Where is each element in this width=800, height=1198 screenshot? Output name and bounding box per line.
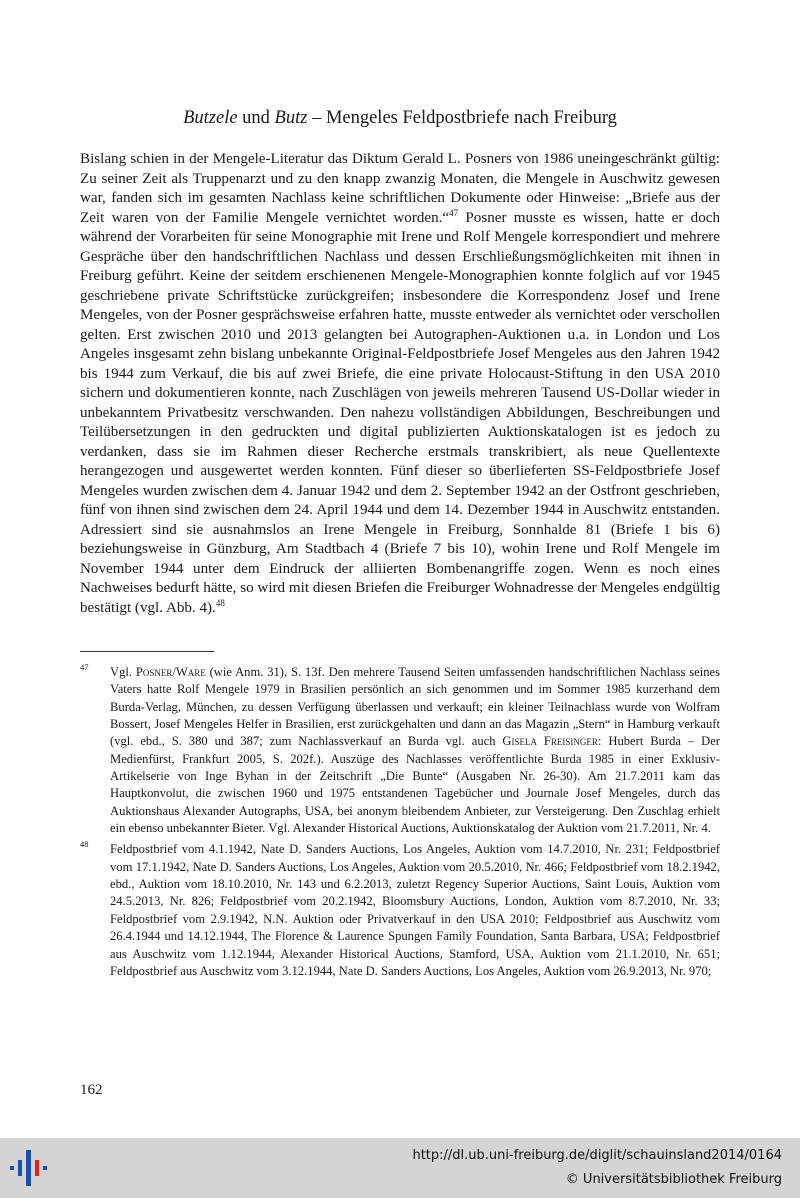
footnote-author: Gisela Freisinger bbox=[502, 734, 598, 749]
paragraph-text-1: Bislang schien in der Mengele-Literatur das Diktum Gerald L. Posners von 1986 uneingeschränkt gültig: Zu seiner Zeit als Truppenarzt und zu den knapp zwanzig Monaten, die Mengele in Auschwitz gewesen war, fanden sich im gesamten Nachlass keine schriftlichen Dokumente oder Hinweise: „Briefe aus der Zeit waren von der Familie Mengele vernichtet worden.“ bbox=[80, 151, 720, 226]
footnote-47 bbox=[80, 664, 720, 837]
page-title bbox=[80, 106, 720, 130]
footnote-text: : Hubert Burda – Der Medienfürst, Frankfurt 2005, S. 202f.). Auszüge des Nachlasses veröffentlichte Burda 1985 in einer Exklusiv-Artikelserie von Inge Byhan in der Zeitschrift „Die Bunte“ (Ausgaben Nr. 26-30). Am 21.7.2011 kam das Hauptkonvolut, die zwischen 1960 und 1975 entstandenen Tagebücher und Journale Josef Mengeles, durch das Auktionshaus Alexander Autographs, USA, bei anonym bleibendem Anbieter, zur Versteigerung. Den Zuschlag erhielt ein ebenso unbekannter Bieter. Vgl. Alexander Historical Auctions, Auktionskatalog der Auktion vom 21.7.2011, Nr. 4. bbox=[110, 734, 720, 836]
footnote-text: Feldpostbrief vom 4.1.1942, Nate D. Sanders Auctions, Los Angeles, Auktion vom 14.7.2010, Nr. 231; Feldpostbrief vom 17.1.1942, Nate D. Sanders Auctions, Los Angeles, Auktion vom 20.5.2010, Nr. 466; Feldpostbrief vom 18.2.1942, ebd., Auktion vom 18.10.2010, Nr. 143 und 6.2.2013, zuletzt Regency Superior Auctions, Saint Louis, Auktion vom 24.5.2013, Nr. 826; Feldpostbrief vom 20.2.1942, Bloomsbury Auctions, London, Auktion vom 8.7.2010, Nr. 33; Feldpostbrief vom 2.9.1942, N.N. Auktion oder Privatverkauf in den USA 2010; Feldpostbrief aus Auschwitz vom 26.4.1944 und 14.12.1944, The Florence & Laurence Spungen Family Foundation, Santa Barbara, USA; Feldpostbrief aus Auschwitz vom 1.12.1944, Alexander Historical Auctions, Stamford, USA, Auktion vom 21.1.2010, Nr. 651; Feldpostbrief aus Auschwitz vom 3.12.1944, Nate D. Sanders Auctions, Los Angeles, Auktion vom 26.9.2013, Nr. 970; bbox=[110, 842, 720, 978]
footnote-ref-48[interactable]: 48 bbox=[215, 597, 225, 608]
title-part1: Butzele bbox=[183, 108, 238, 128]
page-number: 162 bbox=[80, 1082, 103, 1098]
copyright-notice: © Universitätsbibliothek Freiburg bbox=[565, 1172, 782, 1187]
body-text bbox=[80, 150, 720, 618]
body-paragraph bbox=[80, 150, 720, 618]
footnote-ref-47[interactable]: 47 bbox=[449, 207, 459, 218]
footnote-text: Vgl. bbox=[110, 665, 136, 679]
footnote-number: 48 bbox=[80, 839, 89, 850]
title-part2: und bbox=[237, 108, 275, 128]
title-part4: – Mengeles Feldpostbriefe nach Freiburg bbox=[307, 108, 617, 128]
footnote-number: 47 bbox=[80, 662, 89, 672]
footnote-author: Posner/Ware bbox=[135, 665, 206, 679]
footnote-text: (wie Anm. 31), S. 13f. Den mehrere Tausend Seiten umfassenden handschriftlichen Nachlass seines Vaters hatte Rolf Mengele 1979 in Brasilien persönlich an sich genommen und im Sommer 1985 kurzerhand dem Burda-Verlag, München, zu dessen Verfügung überlassen und verkauft; ein kleiner Teilnachlass wurde von Wolfram Bossert, Josef Mengeles Helfer in Brasilien, erst zurückgehalten und dann an das Magazin „Stern“ in Hamburg verkauft (vgl. ebd., S. 380 und 387; zum Nachlassverkauf an Burda vgl. auch bbox=[110, 665, 721, 749]
footnotes bbox=[80, 664, 720, 984]
ub-freiburg-logo-icon[interactable] bbox=[10, 1148, 50, 1188]
document-url-link[interactable]: http://dl.ub.uni-freiburg.de/diglit/schauinsland2014/0164 bbox=[412, 1148, 782, 1163]
paragraph-text-2: Posner musste es wissen, hatte er doch während der Vorarbeiten für seine Monographie mit Irene und Rolf Mengele korrespondiert und mehrere Gespräche über den handschriftlichen Nachlass und dessen Erschließungsmöglichkeiten mit ihnen in Freiburg geführt. Keine der seitdem erschienenen Mengele-Monographien konnte folglich auf vor 1945 geschriebene private Schriftstücke zurückgreifen; insbesondere die Korrespondenz Josef und Irene Mengeles, von der Posner gesprächsweise erfahren hatte, musste entweder als vernichtet oder verschollen gelten. Erst zwischen 2010 und 2013 gelangten bei Autographen-Auktionen u.a. in London und Los Angeles insgesamt zehn bislang unbekannte Original-Feldpostbriefe Josef Mengeles aus den Jahren 1942 bis 1944 zum Verkauf, die bis auf zwei Briefe, die eine private Holocaust-Stiftung in den USA 2010 sichern und dokumentieren konnte, nach Zuschlägen von jeweils mehreren Tausend US-Dollar wieder in unbekanntem Privatbesitz verschwanden. Den nahezu vollständigen Abbildungen, Beschreibungen und Teilübersetzungen in den gedruckten und digital publizierten Auktionskatalogen ist es jedoch zu verdanken, dass sie im Rahmen dieser Recherche erstmals transkribiert, als neue Quellentexte herangezogen und ausgewertet werden konnten. Fünf dieser so überlieferten SS-Feldpostbriefe Josef Mengeles wurden zwischen dem 4. Januar 1942 und dem 2. September 1942 an der Ostfront geschrieben, fünf von ihnen sind zwischen dem 24. April 1944 und dem 14. Dezember 1944 in Auschwitz entstanden. Adressiert sind sie ausnahmslos an Irene Mengele in Freiburg, Sonnhalde 81 (Briefe 1 bis 6) beziehungsweise in Günzburg, Am Stadtbach 4 (Briefe 7 bis 10), wohin Irene und Rolf Mengele im November 1944 unter dem Eindruck der alliierten Bombenangriffe zogen. Wenn es noch eines Nachweises bedurft hätte, so wird mit diesen Briefen die Freiburger Wohnadresse der Mengeles endgültig bestätigt (vgl. Abb. 4). bbox=[80, 209, 720, 616]
title-part3: Butz bbox=[274, 108, 308, 128]
footnote-divider bbox=[80, 651, 214, 652]
footnote-48 bbox=[80, 841, 720, 980]
viewer-footer bbox=[0, 1138, 800, 1198]
